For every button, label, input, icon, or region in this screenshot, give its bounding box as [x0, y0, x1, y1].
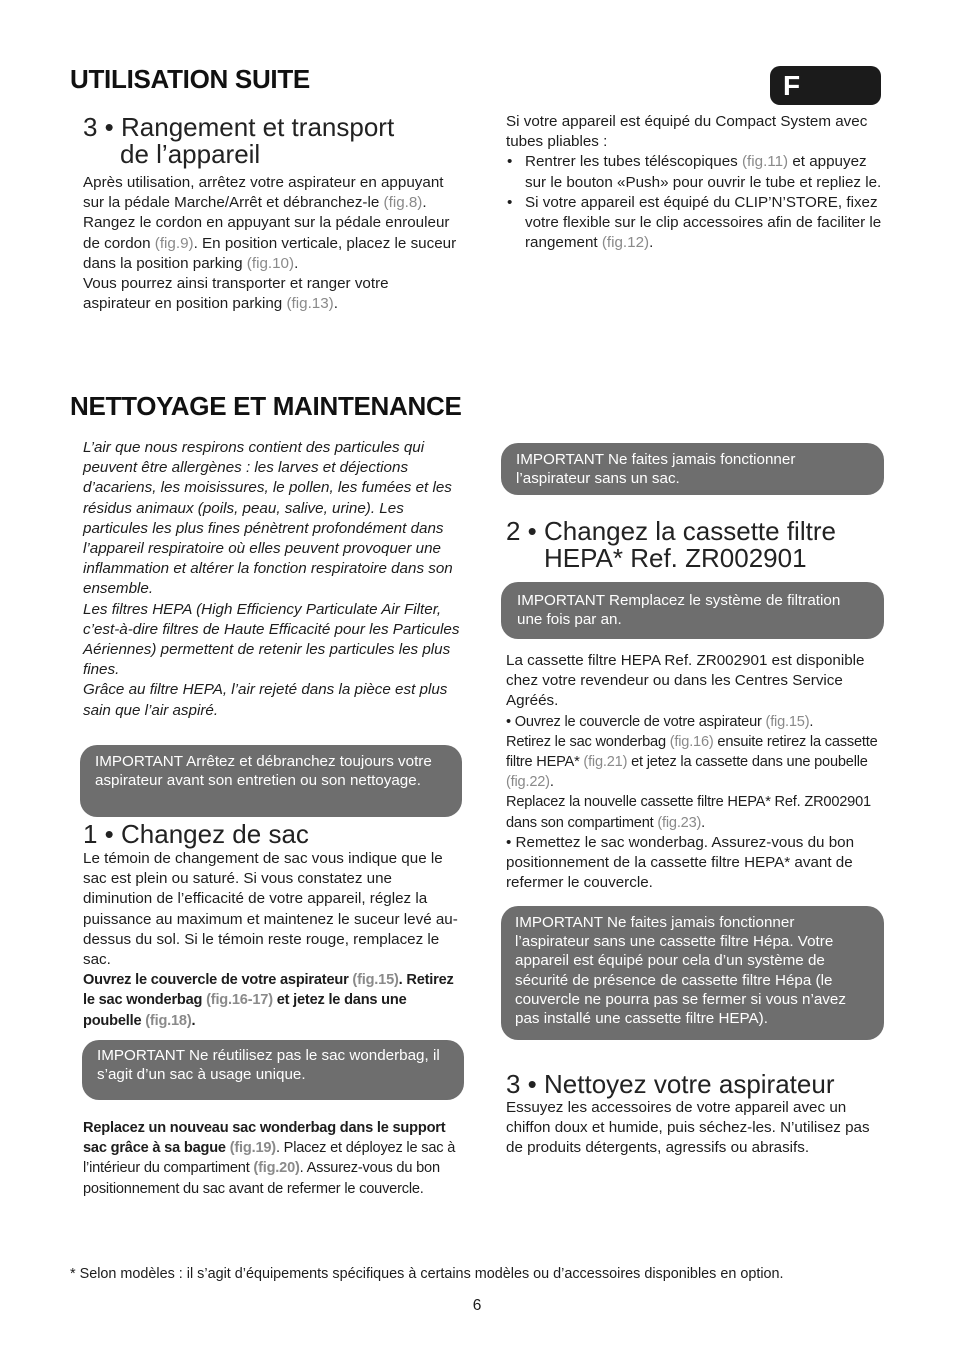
compact-system-block [506, 112, 884, 253]
section-title-nettoyage: NETTOYAGE ET MAINTENANCE [70, 391, 462, 421]
sac-replace-paragraph [83, 1118, 461, 1199]
hepa-heading-line1: 2 • Changez la cassette filtre [506, 516, 836, 546]
hepa-heading [506, 518, 906, 572]
rangement-heading [83, 114, 483, 168]
language-tab: F [770, 66, 881, 105]
compact-intro: Si votre appareil est équipé du Compact System avec tubes pliables : [506, 113, 868, 151]
nettoyez-paragraph: Essuyez les accessoires de votre appareil avec un chiffon doux et humide, puis séchez-les. N’utilisez pas de produits détergents, agressifs ou abrasifs. [506, 1099, 870, 1157]
sac-text: Ouvrez le couvercle de votre aspirateur [83, 972, 353, 989]
rangement-text: Vous pourrez ainsi transporter et ranger votre aspirateur en position parking [83, 275, 389, 313]
sac-text: . Placez et déployez le sac à l’intérieur du compartiment [83, 1140, 456, 1177]
rangement-body [83, 173, 459, 314]
hepa-step-line [506, 712, 884, 732]
fig-reference: (fig.11) [741, 153, 789, 171]
intro-paragraph-3: Grâce au filtre HEPA, l’air rejeté dans la pièce est plus sain que l’air aspiré. [83, 681, 448, 719]
compact-list [506, 152, 884, 253]
rangement-text: . Rangez le cordon en appuyant sur la pédale enrouleur de cordon [83, 194, 450, 252]
sac-heading: 1 • Changez de sac [83, 819, 309, 849]
important-reuse-notice: IMPORTANT Ne réutilisez pas le sac wonderbag, il s’agit d’un sac à usage unique. [82, 1040, 464, 1100]
fig-reference: (fig.9) [154, 234, 194, 252]
fig-reference: (fig.15) [352, 972, 399, 989]
nettoyez-body [506, 1098, 884, 1159]
intro-paragraph-1: L’air que nous respirons contient des particules qui peuvent être allergènes : les larves et déjections d’acariens, les moisissures, le pollen, les fumées et les résidus animaux (poils, peau, salive, urine). Les particules les plus fines pénètrent profondément dans l’appareil respiratoire où elles peuvent provoquer une inflammation et altérer la fonction respiratoire dans son ensemble. [83, 439, 453, 598]
hepa-text: ensuite retirez la cassette filtre HEPA* [506, 733, 878, 771]
fig-reference: (fig.23) [657, 814, 702, 831]
fig-reference: (fig.18) [145, 1012, 192, 1029]
sac-text-bold: Replacez un nouveau sac wonderbag dans le support sac grâce à sa bague [83, 1120, 446, 1157]
hepa-text: . [809, 713, 814, 730]
hepa-text: Replacez la nouvelle cassette filtre HEPA* Ref. ZR002901 dans son compartiment [506, 794, 871, 831]
rangement-text: . [333, 295, 338, 313]
fig-reference: (fig.21) [583, 754, 628, 771]
compact-text: . [649, 234, 654, 252]
nettoyage-intro [83, 438, 461, 721]
fig-reference: (fig.16) [669, 733, 714, 750]
fig-reference: (fig.16-17) [206, 992, 273, 1009]
rangement-text: Après utilisation, arrêtez votre aspirateur en appuyant sur la pédale Marche/Arrêt et débranchez-le [83, 174, 444, 212]
hepa-paragraph-1: La cassette filtre HEPA Ref. ZR002901 est disponible chez votre revendeur ou dans les Centres Service Agréés. [506, 652, 865, 710]
fig-reference: (fig.20) [253, 1160, 300, 1177]
fig-reference: (fig.13) [286, 295, 334, 313]
fig-reference: (fig.22) [506, 774, 550, 791]
fig-reference: (fig.12) [601, 234, 650, 252]
section-title-utilisation: UTILISATION SUITE [70, 64, 310, 94]
important-no-bag-notice: IMPORTANT Ne faites jamais fonctionner l’aspirateur sans un sac. [501, 443, 884, 495]
page-number: 6 [472, 1297, 482, 1314]
fig-reference: (fig.8) [383, 194, 423, 212]
sac-replace-block [83, 1118, 461, 1199]
fig-reference: (fig.19) [229, 1140, 276, 1157]
compact-list-item [506, 152, 884, 192]
hepa-steps [506, 712, 884, 833]
rangement-heading-line1: 3 • Rangement et transport [83, 112, 395, 142]
hepa-text: . [549, 774, 554, 791]
hepa-body [506, 651, 884, 893]
sac-text: . Retirez le sac wonderbag [83, 972, 454, 1009]
nettoyez-heading: 3 • Nettoyez votre aspirateur [506, 1069, 835, 1099]
rangement-paragraph-1 [83, 173, 459, 274]
compact-list-item [506, 193, 884, 254]
sac-paragraph-1: Le témoin de changement de sac vous indique que le sac est plein ou saturé. Si vous constatez une diminution de l’efficacité de votre appareil, réglez la puissance au maximum et maintenez le suceur levé au-dessus du sol. Si le témoin reste rouge, remplacez le sac. [83, 850, 458, 969]
rangement-text: . En position verticale, placez le suceur dans la position parking [83, 234, 457, 272]
compact-text: Si votre appareil est équipé du CLIP’N’STORE, fixez votre flexible sur le clip accessoires afin de faciliter le rangement [525, 193, 882, 252]
sac-text: . [191, 1012, 196, 1029]
hepa-text: et jetez la cassette dans une poubelle [627, 754, 868, 771]
important-replace-notice: IMPORTANT Remplacez le système de filtration une fois par an. [501, 582, 884, 639]
rangement-heading-line2: de l’appareil [120, 139, 261, 169]
footnote: * Selon modèles : il s’agit d’équipements spécifiques à certains modèles ou d’accessoires disponibles en option. [70, 1266, 784, 1282]
important-unplug-notice: IMPORTANT Arrêtez et débranchez toujours votre aspirateur avant son entretien ou son nettoyage. [80, 745, 462, 817]
sac-paragraph-2 [83, 970, 461, 1031]
hepa-heading-line2: HEPA* Ref. ZR002901 [544, 543, 807, 573]
hepa-text: Retirez le sac wonderbag [506, 733, 670, 750]
compact-text: Rentrer les tubes téléscopiques [525, 153, 742, 171]
hepa-step-line [506, 792, 884, 832]
important-no-hepa-notice: IMPORTANT Ne faites jamais fonctionner l’aspirateur sans une cassette filtre Hépa. Votre appareil est équipé pour cela d’un système de sécurité de présence de cassette filtre Hépa (le couvercle ne pourra pas se fermer si vous n’avez pas installé une cassette filtre HEPA). [501, 906, 884, 1040]
rangement-paragraph-2 [83, 274, 459, 314]
hepa-text: . [701, 814, 706, 831]
rangement-text: . [294, 254, 299, 272]
sac-text: . Assurez-vous du bon positionnement du sac avant de refermer le couvercle. [83, 1160, 440, 1197]
hepa-step-final: • Remettez le sac wonderbag. Assurez-vous du bon positionnement de la cassette filtre HEPA* avant de refermer le couvercle. [506, 833, 855, 892]
compact-text: et appuyez sur le bouton «Push» pour ouvrir le tube et repliez le. [525, 153, 882, 191]
intro-paragraph-2: Les filtres HEPA (High Efficiency Particulate Air Filter, c’est-à-dire filtres de Haute Efficacité pour les Particules Aériennes) permettent de retenir les particules les plus fines. [83, 600, 460, 679]
fig-reference: (fig.10) [246, 254, 295, 272]
hepa-text: • Ouvrez le couvercle de votre aspirateur [506, 713, 766, 730]
sac-body [83, 849, 461, 1031]
fig-reference: (fig.15) [765, 713, 810, 730]
sac-text: et jetez le dans une poubelle [83, 992, 407, 1029]
hepa-step-line [506, 732, 884, 793]
